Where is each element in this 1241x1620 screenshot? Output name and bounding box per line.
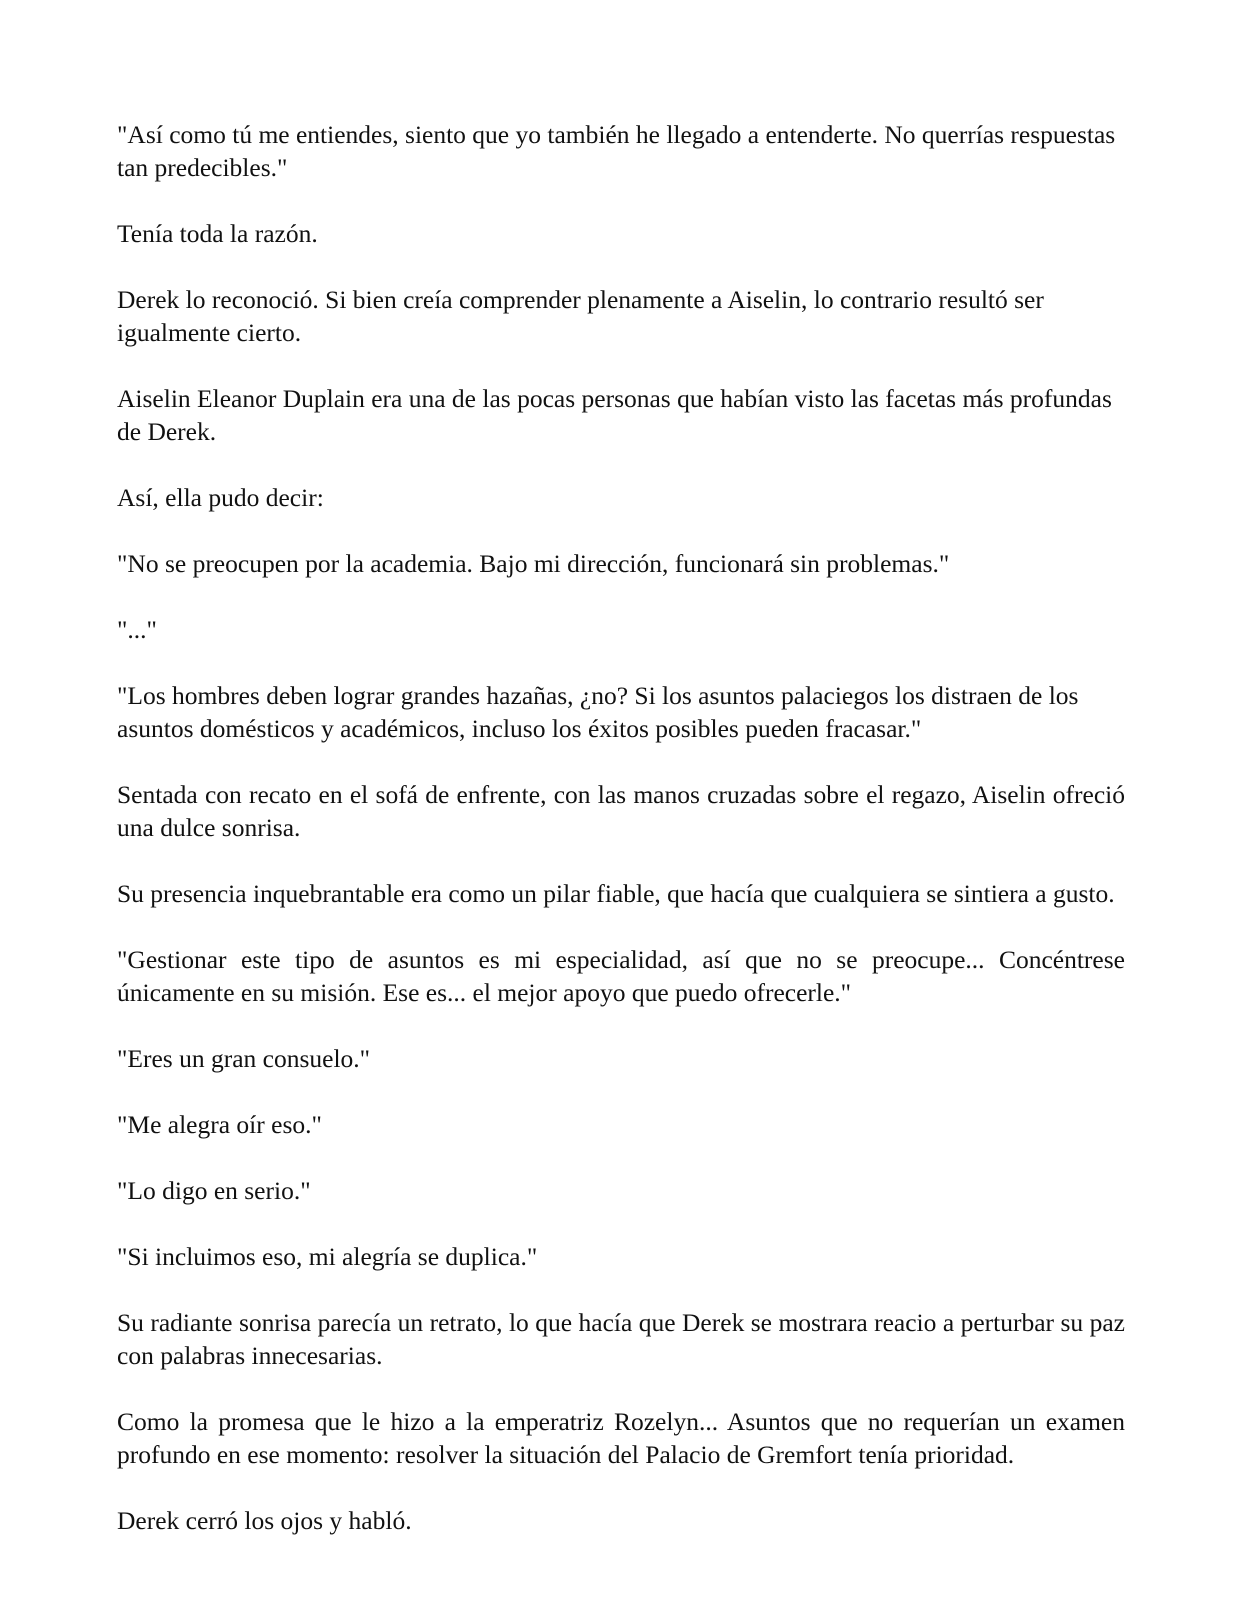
document-body	[117, 118, 1125, 1570]
paragraph: "Gestionar este tipo de asuntos es mi especialidad, así que no se preocupe... Concéntrese únicamente en su misión. Ese es... el mejor apoyo que puedo ofrecerle."	[117, 945, 1125, 1007]
paragraph: Tenía toda la razón.	[117, 219, 318, 248]
paragraph: "..."	[117, 615, 157, 644]
paragraph: Derek lo reconoció. Si bien creía comprender plenamente a Aiselin, lo contrario resultó ser igualmente cierto.	[117, 285, 1044, 347]
paragraph: "Si incluimos eso, mi alegría se duplica."	[117, 1242, 538, 1271]
paragraph: Su presencia inquebrantable era como un pilar fiable, que hacía que cualquiera se sintiera a gusto.	[117, 879, 1115, 908]
paragraph: "No se preocupen por la academia. Bajo mi dirección, funcionará sin problemas."	[117, 549, 950, 578]
paragraph: Su radiante sonrisa parecía un retrato, lo que hacía que Derek se mostrara reacio a perturbar su paz con palabras innecesarias.	[117, 1308, 1125, 1370]
paragraph: Derek cerró los ojos y habló.	[117, 1506, 412, 1535]
paragraph: "Lo digo en serio."	[117, 1176, 311, 1205]
paragraph: "Me alegra oír eso."	[117, 1110, 322, 1139]
paragraph: Como la promesa que le hizo a la emperatriz Rozelyn... Asuntos que no requerían un examen profundo en ese momento: resolver la situación del Palacio de Gremfort tenía prioridad.	[117, 1407, 1125, 1469]
paragraph: Sentada con recato en el sofá de enfrente, con las manos cruzadas sobre el regazo, Aiselin ofreció una dulce sonrisa.	[117, 780, 1125, 842]
paragraph: "Eres un gran consuelo."	[117, 1044, 371, 1073]
paragraph: "Así como tú me entiendes, siento que yo también he llegado a entenderte. No querrías respuestas tan predecibles."	[117, 120, 1116, 182]
paragraph: Aiselin Eleanor Duplain era una de las pocas personas que habían visto las facetas más profundas de Derek.	[117, 384, 1112, 446]
paragraph: Así, ella pudo decir:	[117, 483, 324, 512]
paragraph: "Los hombres deben lograr grandes hazañas, ¿no? Si los asuntos palaciegos los distraen de los asuntos domésticos y académicos, incluso los éxitos posibles pueden fracasar."	[117, 681, 1079, 743]
